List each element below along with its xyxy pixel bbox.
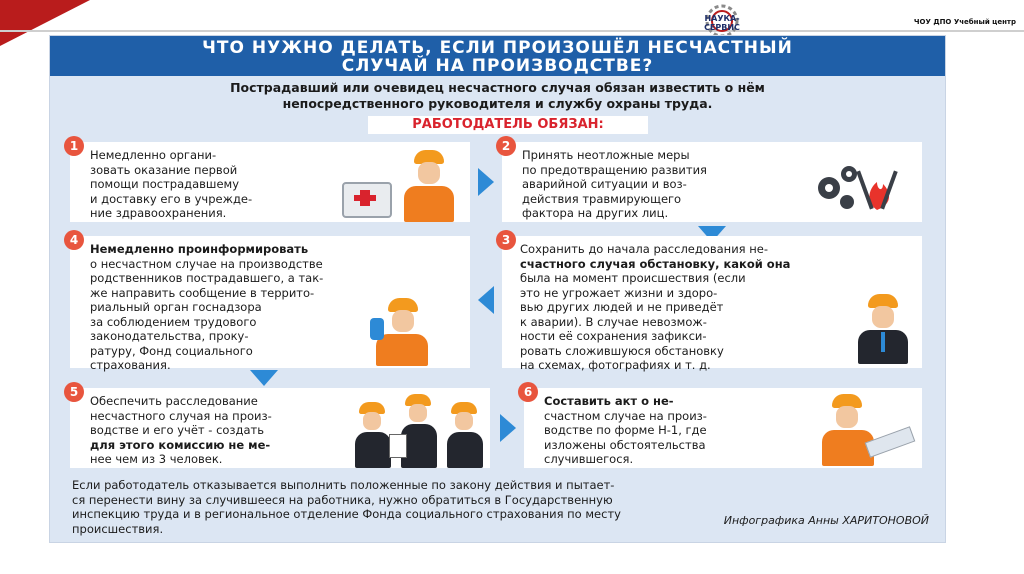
first-aid-kit-icon [342, 182, 392, 218]
commission-group-icon [355, 394, 485, 468]
infographic-poster [50, 36, 945, 542]
arrow-down-icon [250, 370, 278, 386]
gears-fire-icon [807, 152, 907, 216]
step-card-1 [69, 139, 470, 222]
arrow-right-icon [500, 414, 516, 442]
step-text-3: Сохранить до начала расследования не- счастного случая обстановку, какой она была на момент происшествия (если это не угрожает жизни и здоро- вью других людей и не приведёт к аварии). В случае невозмож- ности её сохранения зафикси- ровать сложившуюся обстановку на схемах, фотографиях и т. д. [520, 242, 791, 372]
poster-title-line-1: ЧТО НУЖНО ДЕЛАТЬ, ЕСЛИ ПРОИЗОШЁЛ НЕСЧАСТНЫЙ [202, 38, 793, 58]
step-card-5 [69, 385, 490, 468]
step-text-2: Принять неотложные меры по предотвращению развития аварийной ситуации и воз- действия травмирующего фактора на других лиц. [522, 148, 707, 220]
step-number: 6 [518, 382, 538, 402]
worker-phone-icon [370, 298, 440, 366]
poster-title-line-2: СЛУЧАЙ НА ПРОИЗВОДСТВЕ? [341, 56, 654, 76]
step-card-4 [69, 233, 470, 372]
organization-name: ЧОУ ДПО Учебный центр [913, 18, 1016, 26]
step-number: 1 [64, 136, 84, 156]
footer-note: Если работодатель отказывается выполнить положенные по закону действия и пытает- ся перенести вину за случившееся на работника, нужно обратиться в Государственную инспекцию труда и в региональное отделение Фонда социального страхования по месту происшествия. [72, 478, 621, 536]
step-text-5: Обеспечить расследование несчастного случая на произ- водстве и его учёт - создать для этого комиссию не ме- нее чем из 3 человек. [90, 394, 272, 466]
step-number: 3 [496, 230, 516, 250]
step-card-6 [523, 385, 922, 468]
step-text-6: Составить акт о не- счастном случае на произ- водстве по форме Н-1, где изложены обстоятельства случившегося. [544, 394, 707, 466]
step-text-1: Немедленно органи- зовать оказание первой помощи пострадавшему и доставку его в учрежде- ние здравоохранения. [90, 148, 253, 220]
worker-icon [400, 150, 460, 222]
lead-line-2: непосредственного руководителя и службу охраны труда. [282, 96, 713, 111]
step-text-4: Немедленно проинформировать о несчастном случае на производстве родственников пострадавшего, а так- же направить сообщение в террито- риальный орган госнадзора за соблюдением трудового законодательства, проку- ратуру, Фонд социального страхования. [90, 242, 324, 372]
header-divider [0, 30, 1024, 32]
poster-title-bar [50, 36, 945, 76]
step-card-3 [501, 233, 922, 372]
employer-label: РАБОТОДАТЕЛЬ ОБЯЗАН: [368, 116, 648, 134]
lead-line-1: Пострадавший или очевидец несчастного случая обязан известить о нём [230, 80, 765, 95]
step-number: 5 [64, 382, 84, 402]
logo-text: НАУКА-СЕРВИС [704, 14, 740, 32]
company-logo [690, 4, 754, 38]
step-number: 2 [496, 136, 516, 156]
infographic-credit: Инфографика Анны ХАРИТОНОВОЙ [723, 514, 929, 527]
lead-text [70, 80, 925, 112]
arrow-right-icon [478, 168, 494, 196]
inspector-icon [852, 294, 914, 366]
step-number: 4 [64, 230, 84, 250]
arrow-left-icon [478, 286, 494, 314]
step-card-2 [501, 139, 922, 222]
worker-document-icon [814, 394, 914, 468]
